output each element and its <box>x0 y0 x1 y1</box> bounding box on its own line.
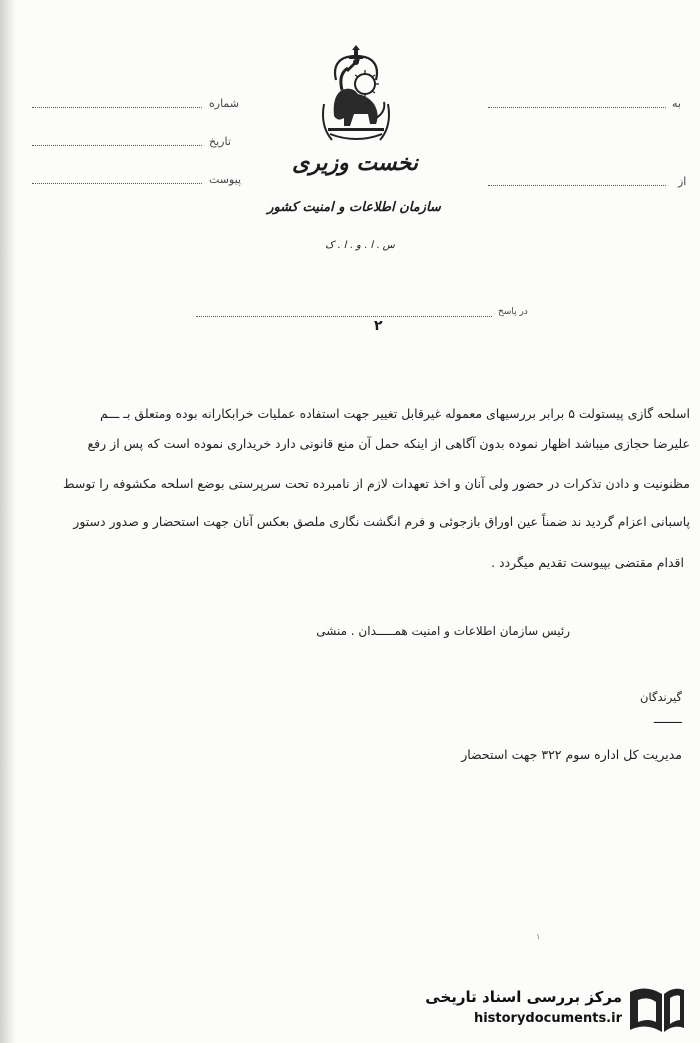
body-line-2: علیرضا حجازی میباشد اظهار نموده بدون آگاهی از اینکه حمل آن منع قانونی دارد خریداری نموده است که پس از رفع <box>87 436 690 451</box>
ministry-title: نخست وزیری <box>292 150 418 176</box>
lion-and-sun-emblem <box>318 44 394 148</box>
margin-mark: ۱ <box>536 932 541 941</box>
archive-name: مرکز بررسی اسناد تاریخی <box>425 988 622 1006</box>
archive-website: historydocuments.ir <box>473 1011 622 1026</box>
from-field-label: از <box>678 175 687 188</box>
reference-field-label: در پاسخ <box>498 307 528 317</box>
from-field-line <box>488 185 666 186</box>
number-field-line <box>32 107 202 108</box>
number-field-label: شماره <box>209 97 240 110</box>
recipients-label: گیرندگان <box>640 690 682 704</box>
attachment-field-label: پیوست <box>209 173 242 186</box>
recipient-line: مدیریت کل اداره سوم ۳۲۲ جهت استحضار <box>461 747 682 762</box>
signature-line: رئیس سازمان اطلاعات و امنیت همـــــدان . منشی <box>316 624 570 638</box>
date-field-line <box>32 145 202 146</box>
organization-name: سازمان اطلاعات و امنیت کشور <box>267 200 441 215</box>
body-line-3: مظنونیت و دادن تذکرات در حضور ولی آنان و اخذ تعهدات لازم از نامبرده تحت سرپرستی بوضع اسلحه مکشوفه را توسط <box>62 476 690 491</box>
organization-code: س . ا . و . ا . ک <box>325 240 395 251</box>
to-field-label: به <box>672 97 681 110</box>
archive-logo-icon <box>626 982 688 1036</box>
body-line-5: اقدام مقتضی بپیوست تقدیم میگردد . <box>491 555 684 570</box>
date-field-label: تاریخ <box>209 135 231 148</box>
to-field-line <box>488 107 666 108</box>
body-line-4: پاسبانی اعزام گردید ند ضمناً عین اوراق بازجوئی و فرم انگشت نگاری ملصق بعکس آنان جهت استحضار و صدور دستور <box>73 514 690 529</box>
body-line-1: اسلحه گازی پیستولت ۵ برابر بررسیهای معموله غیرقابل تغییر جهت استفاده عملیات خرابکارانه بوده ومتعلق بـ ـــم <box>100 406 690 421</box>
scan-edge-shadow <box>0 0 16 1043</box>
attachment-field-line <box>32 183 202 184</box>
recipients-rule: ــــــــ <box>653 712 682 726</box>
reference-field-line <box>196 316 492 317</box>
page-number: ۲ <box>374 318 383 334</box>
